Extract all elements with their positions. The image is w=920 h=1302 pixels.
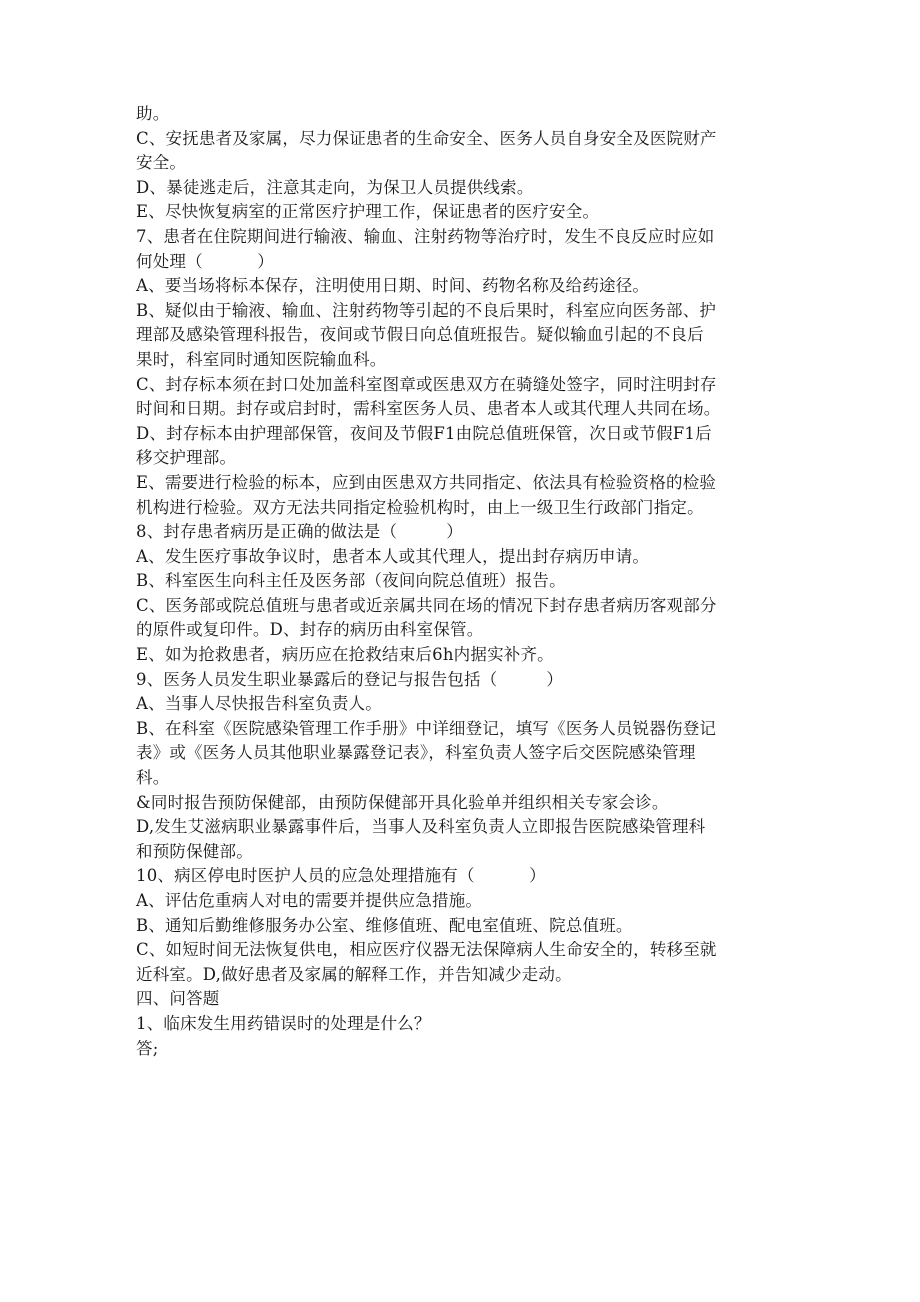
text-line: D、封存标本由护理部保管，夜间及节假F1由院总值班保管，次日或节假F1后 (136, 423, 712, 443)
text-line: 表》或《医务人员其他职业暴露登记表》，科室负责人签字后交医院感染管理 (136, 743, 696, 763)
text-line: A、评估危重病人对电的需要并提供应急措施。 (136, 891, 483, 910)
text-line: 机构进行检验。双方无法共同指定检验机构时，由上一级卫生行政部门指定。 (136, 497, 704, 517)
text-line: C、如短时间无法恢复供电，相应医疗仪器无法保障病人生命安全的，转移至就 (136, 940, 717, 960)
text-line: 的原件或复印件。D、封存的病历由科室保管。 (136, 620, 484, 640)
text-line: 移交护理部。 (136, 448, 237, 468)
text-line: 安全。 (136, 153, 187, 173)
text-line: C、封存标本须在封口处加盖科室图章或医患双方在骑缝处签字，同时注明封存 (136, 374, 717, 394)
text-line: B、在科室《医院感染管理工作手册》中详细登记，填写《医务人员锐器伤登记 (136, 718, 717, 738)
text-line: 四、问答题 (136, 989, 220, 1009)
text-line: A、发生医疗事故争议时，患者本人或其代理人，提出封存病历申请。 (136, 546, 650, 566)
text-line: 和预防保健部。 (136, 841, 253, 861)
text-line: 何处理（ ） (136, 251, 274, 271)
text-line: A、当事人尽快报告科室负责人。 (136, 694, 382, 714)
text-line: 答; (136, 1038, 159, 1058)
text-line: 7、患者在住院期间进行输液、输血、注射药物等治疗时，发生不良反应时应如 (136, 226, 715, 246)
text-line: E、如为抢救患者，病历应在抢救结束后6h内据实补齐。 (136, 645, 554, 665)
text-line: B、通知后勤维修服务办公室、维修值班、配电室值班、院总值班。 (136, 915, 633, 935)
text-line: 9、医务人员发生职业暴露后的登记与报告包括（ ） (136, 669, 564, 689)
text-line: B、科室医生向科主任及医务部（夜间向院总值班）报告。 (136, 571, 566, 591)
text-line: 理部及感染管理科报告，夜间或节假日向总值班报告。疑似输血引起的不良后 (136, 325, 704, 345)
text-line: 10、病区停电时医护人员的应急处理措施有（ ） (136, 866, 546, 886)
text-line: 科。 (136, 768, 170, 788)
text-line: 近科室。D,做好患者及家属的解释工作，并告知减少走动。 (136, 964, 572, 984)
text-line: E、尽快恢复病室的正常医疗护理工作，保证患者的医疗安全。 (136, 202, 600, 222)
text-line: 时间和日期。封存或启封时，需科室医务人员、患者本人或其代理人共同在场。 (136, 399, 721, 419)
text-line: 果时，科室同时通知医院输血科。 (136, 349, 387, 369)
text-line: B、疑似由于输液、输血、注射药物等引起的不良后果时，科室应向医务部、护 (136, 300, 717, 320)
text-line: D,发生艾滋病职业暴露事件后，当事人及科室负责人立即报告医院感染管理科 (136, 817, 706, 837)
text-line: 8、封存患者病历是正确的做法是（ ） (136, 522, 463, 542)
text-line: C、医务部或院总值班与患者或近亲属共同在场的情况下封存患者病历客观部分 (136, 595, 717, 615)
text-line: 1、临床发生用药错误时的处理是什么？ (136, 1013, 431, 1033)
text-line: D、暴徒逃走后，注意其走向，为保卫人员提供线索。 (136, 177, 534, 197)
text-line: C、安抚患者及家属，尽力保证患者的生命安全、医务人员自身安全及医院财产 (136, 128, 717, 148)
text-line: 助。 (136, 104, 170, 123)
text-line: A、要当场将标本保存，注明使用日期、时间、药物名称及给药途径。 (136, 276, 650, 296)
text-line: &同时报告预防保健部，由预防保健部开具化验单并组织相关专家会诊。 (136, 792, 669, 812)
text-line: E、需要进行检验的标本，应到由医患双方共同指定、依法具有检验资格的检验 (136, 472, 717, 492)
document-body (136, 102, 786, 1061)
